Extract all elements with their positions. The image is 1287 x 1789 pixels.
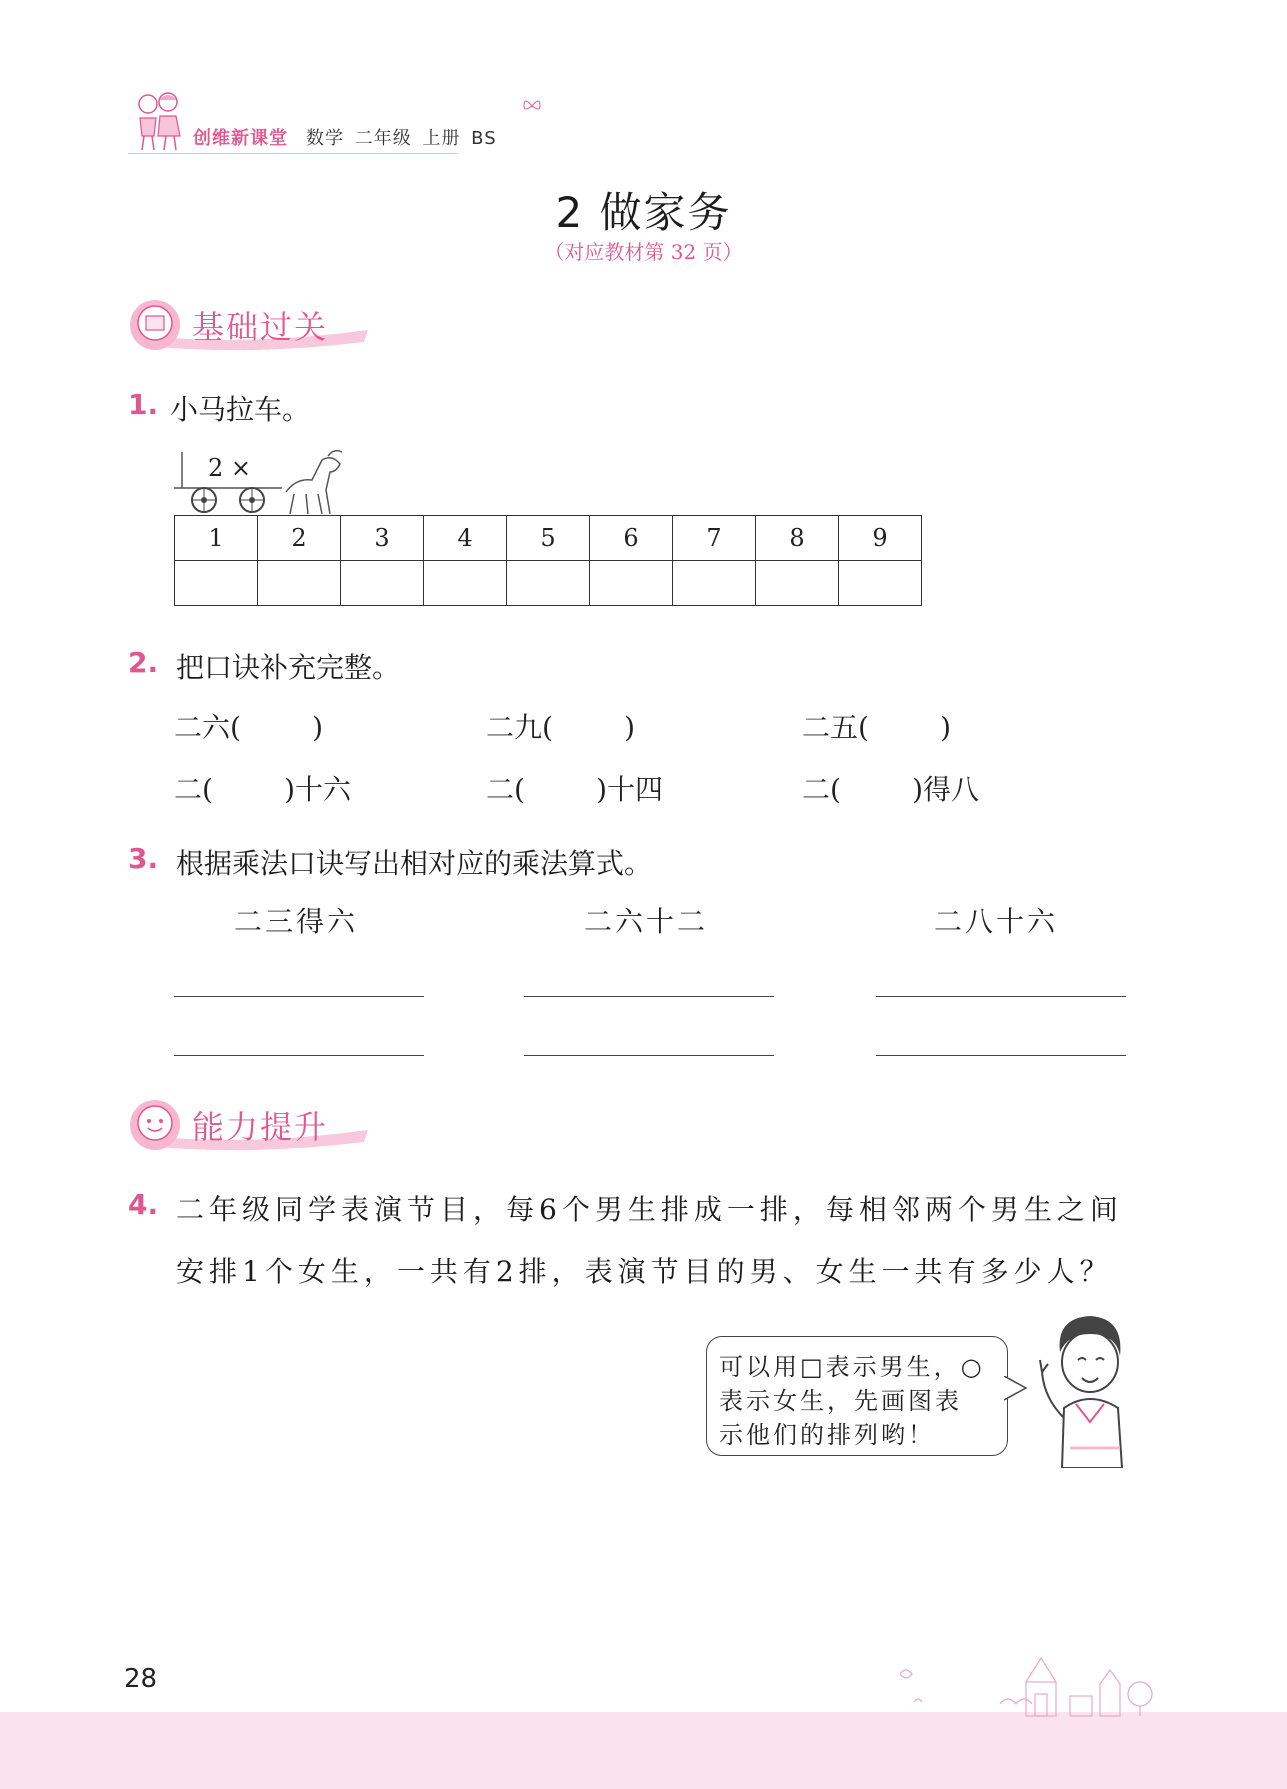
rhyme-blank[interactable]: 二( )十六 [174, 773, 352, 806]
table-header-cell: 7 [673, 516, 756, 561]
question-4-line-1: 二年级同学表演节目，每6个男生排成一排，每相邻两个男生之间 [176, 1193, 1123, 1226]
question-2-text: 把口诀补充完整。 [176, 651, 401, 684]
header-logo-kids [128, 88, 190, 154]
header-butterfly-icon [522, 98, 542, 118]
answer-line[interactable] [174, 1055, 424, 1056]
rhyme-blank[interactable]: 二五( ) [802, 711, 952, 744]
table-header-cell: 9 [839, 516, 922, 561]
section-title-advanced: 能力提升 [192, 1108, 329, 1146]
answer-cell[interactable] [258, 561, 341, 606]
table-header-cell: 1 [175, 516, 258, 561]
answer-cell[interactable] [756, 561, 839, 606]
boy-teacher-illustration [1030, 1308, 1130, 1468]
answer-line[interactable] [524, 996, 774, 997]
page-number: 28 [124, 1664, 158, 1694]
answer-line[interactable] [876, 1055, 1126, 1056]
table-header-cell: 6 [590, 516, 673, 561]
horse-cart-illustration [174, 448, 354, 516]
table-header-cell: 5 [507, 516, 590, 561]
header-underline [128, 153, 458, 154]
question-1-text: 小马拉车。 [170, 393, 311, 426]
question-2-number: 2. [128, 646, 159, 679]
footer-castle-illustration [890, 1654, 1170, 1718]
answer-cell[interactable] [673, 561, 756, 606]
rhyme-blank[interactable]: 二六( ) [174, 711, 324, 744]
table-header-cell: 2 [258, 516, 341, 561]
header-brand: 创维新课堂 [193, 128, 288, 149]
rhyme-blank[interactable]: 二( )得八 [802, 773, 980, 806]
footer-band [0, 1712, 1287, 1789]
question-3-text: 根据乘法口诀写出相对应的乘法算式。 [176, 847, 653, 880]
section-title-basic: 基础过关 [192, 308, 329, 346]
multiplication-table [174, 515, 922, 606]
rhyme-blank[interactable]: 二( )十四 [486, 773, 664, 806]
rhyme-blank[interactable]: 二九( ) [486, 711, 636, 744]
bubble-tail [1004, 1376, 1028, 1410]
answer-cell[interactable] [590, 561, 673, 606]
question-4-line-2: 安排1个女生，一共有2排，表演节目的男、女生一共有多少人？ [176, 1255, 1113, 1288]
rhyme-prompt: 二八十六 [934, 905, 1059, 938]
answer-line[interactable] [524, 1055, 774, 1056]
answer-line[interactable] [174, 996, 424, 997]
rhyme-prompt: 二三得六 [234, 905, 359, 938]
header-subject-info: 数学 二年级 上册 BS [306, 128, 497, 149]
cart-label: 2 × [208, 454, 252, 482]
answer-cell[interactable] [507, 561, 590, 606]
answer-cell[interactable] [839, 561, 922, 606]
question-3-number: 3. [128, 842, 159, 875]
lesson-title: 2 做家务 [555, 188, 732, 237]
table-header-row [175, 516, 922, 561]
section-banner-basic [128, 296, 373, 354]
hint-line-3: 示他们的排列哟！ [719, 1421, 935, 1449]
rhyme-prompt: 二六十二 [584, 905, 709, 938]
answer-cell[interactable] [341, 561, 424, 606]
answer-line[interactable] [876, 996, 1126, 997]
answer-cell[interactable] [175, 561, 258, 606]
table-header-cell: 3 [341, 516, 424, 561]
question-4-number: 4. [128, 1188, 159, 1221]
table-answer-row [175, 561, 922, 606]
table-header-cell: 8 [756, 516, 839, 561]
question-1-number: 1. [128, 388, 159, 421]
hint-line-1: 可以用□表示男生，○ [719, 1353, 985, 1381]
lesson-subtitle: （对应教材第 32 页） [544, 240, 743, 264]
answer-cell[interactable] [424, 561, 507, 606]
table-header-cell: 4 [424, 516, 507, 561]
hint-line-2: 表示女生，先画图表 [719, 1387, 962, 1415]
section-banner-advanced [128, 1096, 373, 1154]
hint-speech-bubble [706, 1336, 1008, 1456]
